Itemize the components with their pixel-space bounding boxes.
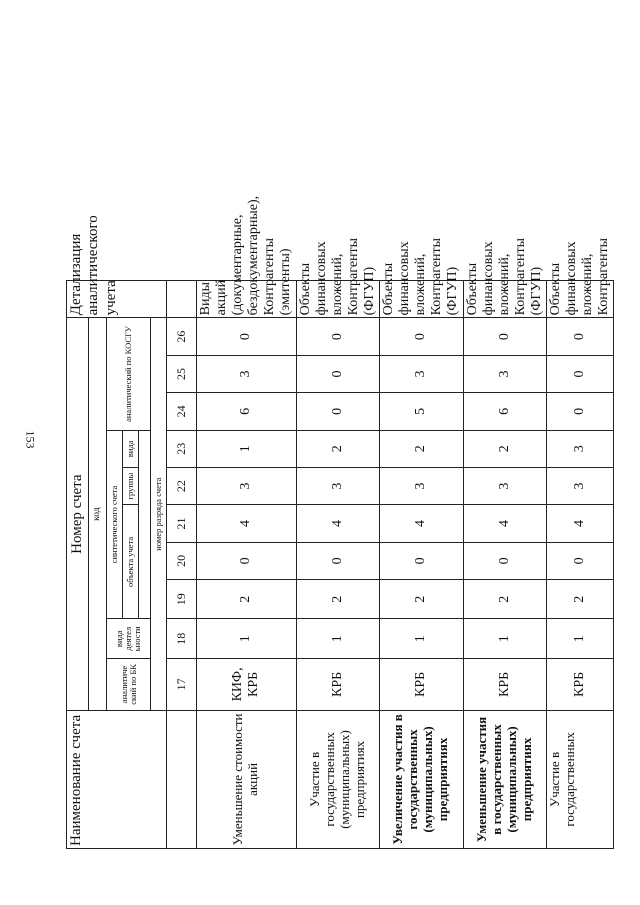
row-digit-23: 2: [296, 430, 379, 467]
row-digit-18: 1: [463, 619, 546, 658]
header-analytic-bk: аналитиче ский по БК: [107, 658, 151, 710]
digit-21: 21: [167, 505, 197, 542]
row-digit-20: 0: [463, 542, 546, 579]
header-activity-type: вида деятел ьности: [107, 619, 151, 658]
digit-23: 23: [167, 430, 197, 467]
header-code: код: [89, 318, 107, 711]
header-spacer: [139, 430, 151, 619]
row-digit-22: 3: [197, 467, 297, 504]
row-name: Участие в государственных: [546, 710, 613, 848]
row-digit-25: 0: [546, 355, 613, 392]
row-digit-18: 1: [296, 619, 379, 658]
digits-spacer-right: [167, 281, 197, 318]
row-digit-20: 0: [546, 542, 613, 579]
row-detail: Объекты финансовых вложений, Контрагенты (ФГУП): [296, 281, 379, 318]
row-digit-19: 2: [546, 580, 613, 619]
table-row: [463, 70, 546, 849]
digit-25: 25: [167, 355, 197, 392]
header-digit-number: номер разряда счета: [151, 318, 167, 711]
digit-24: 24: [167, 393, 197, 430]
row-digit-21: 4: [546, 505, 613, 542]
row-digit-25: 3: [197, 355, 297, 392]
row-digit-25: 3: [463, 355, 546, 392]
table-row: [197, 70, 297, 849]
row-digit-22: 3: [546, 467, 613, 504]
row-name: Увеличение участия в государственных (муниципальных) предприятиях: [380, 710, 463, 848]
row-digit-18: 1: [546, 619, 613, 658]
row-digit-21: 4: [197, 505, 297, 542]
row-digit-20: 0: [296, 542, 379, 579]
row-bk: КРБ: [296, 658, 379, 710]
digit-22: 22: [167, 467, 197, 504]
row-digit-25: 3: [380, 355, 463, 392]
row-digit-19: 2: [197, 580, 297, 619]
header-analytic-kosgu: аналитический по КОСГУ: [107, 318, 151, 430]
row-digit-20: 0: [197, 542, 297, 579]
digit-19: 19: [167, 580, 197, 619]
row-digit-19: 2: [296, 580, 379, 619]
table-row: [546, 70, 613, 849]
row-digit-23: 2: [463, 430, 546, 467]
row-digit-21: 4: [463, 505, 546, 542]
row-digit-26: 0: [546, 318, 613, 355]
table-row: [296, 70, 379, 849]
digits-spacer-left: [167, 710, 197, 848]
digit-26: 26: [167, 318, 197, 355]
header-group: группы: [123, 467, 139, 504]
row-digit-26: 0: [463, 318, 546, 355]
row-digit-22: 3: [380, 467, 463, 504]
row-digit-26: 0: [380, 318, 463, 355]
row-digit-18: 1: [197, 619, 297, 658]
digit-20: 20: [167, 542, 197, 579]
account-table: [66, 69, 614, 849]
account-table-rotated: [66, 69, 612, 849]
header-number-col: Номер счета: [67, 318, 89, 711]
row-digit-18: 1: [380, 619, 463, 658]
row-detail: Объекты финансовых вложений, Контрагенты (ФГУП): [463, 281, 546, 318]
row-digit-24: 6: [463, 393, 546, 430]
row-bk: КИФ, КРБ: [197, 658, 297, 710]
row-detail: Виды акций (документарные, бездокументарные), Контрагенты (эмитенты): [197, 281, 297, 318]
row-digit-20: 0: [380, 542, 463, 579]
row-bk: КРБ: [463, 658, 546, 710]
row-bk: КРБ: [380, 658, 463, 710]
digit-18: 18: [167, 619, 197, 658]
row-digit-24: 6: [197, 393, 297, 430]
header-name-col: Наименование счета: [67, 710, 167, 848]
row-name: Уменьшение участия в государственных (муниципальных) предприятиях: [463, 710, 546, 848]
row-digit-23: 2: [380, 430, 463, 467]
row-digit-24: 0: [546, 393, 613, 430]
row-digit-22: 3: [296, 467, 379, 504]
header-object: объекта учета: [123, 505, 139, 619]
row-digit-25: 0: [296, 355, 379, 392]
row-digit-24: 5: [380, 393, 463, 430]
header-kind: вида: [123, 430, 139, 467]
row-digit-26: 0: [197, 318, 297, 355]
header-detail-col: Детализация аналитического учета: [67, 281, 167, 318]
row-digit-19: 2: [463, 580, 546, 619]
row-digit-24: 0: [296, 393, 379, 430]
row-detail: Объекты финансовых вложений, Контрагенты (ФГУП): [380, 281, 463, 318]
row-digit-22: 3: [463, 467, 546, 504]
row-name: Уменьшение стоимости акций: [197, 710, 297, 848]
table-row: [380, 70, 463, 849]
header-synthetic: синтетического счета: [107, 430, 123, 619]
row-detail: Объекты финансовых вложений, Контрагенты: [546, 281, 613, 318]
row-digit-21: 4: [380, 505, 463, 542]
row-digit-19: 2: [380, 580, 463, 619]
page-number: 153: [23, 430, 38, 449]
row-digit-21: 4: [296, 505, 379, 542]
row-bk: КРБ: [546, 658, 613, 710]
row-digit-26: 0: [296, 318, 379, 355]
row-digit-23: 1: [197, 430, 297, 467]
digit-17: 17: [167, 658, 197, 710]
row-digit-23: 3: [546, 430, 613, 467]
row-name: Участие в государственных (муниципальных) предприятиях: [296, 710, 379, 848]
